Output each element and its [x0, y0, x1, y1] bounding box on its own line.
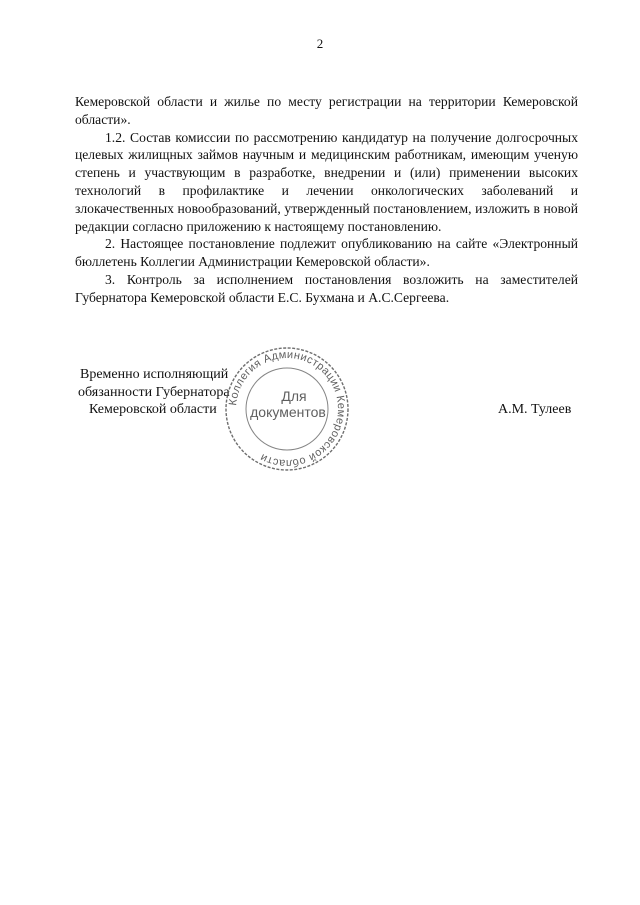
paragraph-3: 3. Контроль за исполнением постановления возложить на заместителей Губернатора Кемеровской области Е.С. Бухмана и А.С.Сергеева.: [75, 271, 578, 305]
signatory-name: А.М. Тулеев: [498, 402, 572, 417]
seal-center-text: Для: [281, 388, 307, 404]
paragraph-2: 2. Настоящее постановление подлежит опубликованию на сайте «Электронный бюллетень Коллегии Администрации Кемеровской области».: [75, 236, 578, 270]
signatory-title-line: Временно исполняющий: [80, 367, 229, 382]
signatory-title-line: обязанности Губернатора: [78, 384, 230, 400]
signatory-title: [78, 366, 230, 419]
page-number: 2: [316, 36, 324, 51]
document-body: [75, 93, 578, 307]
seal-center-text: документов: [250, 404, 326, 420]
paragraph-1-2: 1.2. Состав комиссии по рассмотрению кандидатур на получение долгосрочных целевых жилищных займов научным и медицинским работникам, имеющим ученую степень и участвующим в разработке, внедрении и (или) применении высоких технологий в профилактике и лечении онкологических заболеваний и злокачественных новообразований, утвержденный постановлением, изложить в новой редакции согласно приложению к настоящему постановлению.: [75, 129, 578, 234]
official-seal-stamp: [222, 344, 352, 474]
seal-ring-text: Коллегия Администрации Кемеровской области: [227, 348, 348, 470]
signatory-title-line: Кемеровской области: [89, 402, 217, 418]
paragraph-continuation: Кемеровской области и жилье по месту регистрации на территории Кемеровской области».: [75, 94, 578, 127]
